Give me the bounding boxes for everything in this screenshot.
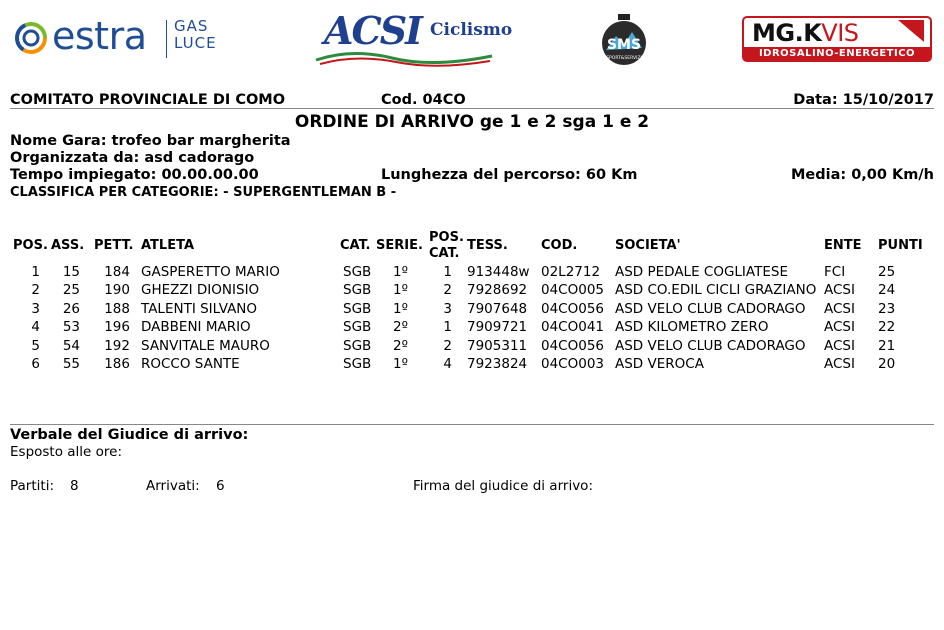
cell-tess: 7907648 (467, 300, 528, 317)
col-punti: PUNTI (878, 238, 923, 253)
acsi-ciclismo-label: Ciclismo (430, 20, 513, 40)
cell-atleta: ROCCO SANTE (141, 356, 240, 372)
cell-punti: 22 (878, 319, 896, 336)
cell-pos: 6 (31, 356, 40, 372)
cell-punti: 20 (878, 356, 896, 372)
cell-tess: 7905311 (467, 337, 528, 354)
sms-badge-icon (598, 14, 650, 66)
mgk-wordmark (752, 19, 859, 47)
estra-swirl-icon (14, 21, 48, 55)
cell-punti: 25 (878, 264, 896, 280)
cell-ente: FCI (824, 264, 846, 280)
cell-cat: SGB (343, 264, 372, 280)
cell-pos: 5 (31, 337, 40, 354)
cell-poscat: 2 (443, 282, 452, 299)
cell-punti: 21 (878, 337, 896, 354)
page-title: ORDINE DI ARRIVO ge 1 e 2 sga 1 e 2 (294, 112, 650, 132)
cell-poscat: 2 (443, 337, 452, 354)
col-cat: CAT. (340, 238, 371, 253)
cell-ass: 26 (62, 300, 80, 317)
cell-societa: ASD KILOMETRO ZERO (615, 319, 769, 336)
acsi-swoosh-icon (312, 46, 497, 68)
table-row (0, 264, 944, 282)
col-poscat-line2: CAT. (429, 246, 460, 261)
cell-cat: SGB (343, 356, 372, 372)
col-pos: POS. (13, 238, 48, 253)
cell-atleta: TALENTI SILVANO (141, 300, 258, 317)
sms-logo (598, 14, 650, 66)
estra-divider (166, 20, 167, 58)
cell-ass: 53 (62, 319, 80, 336)
cell-pos: 2 (31, 282, 40, 299)
mgk-word: MG.K (752, 19, 822, 47)
table-row (0, 356, 944, 374)
cell-cod: 04CO056 (541, 337, 604, 354)
cell-societa: ASD CO.EDIL CICLI GRAZIANO (615, 282, 817, 299)
cell-pett: 188 (104, 300, 130, 317)
cell-societa: ASD VELO CLUB CADORAGO (615, 300, 806, 317)
cell-atleta: SANVITALE MAURO (141, 337, 270, 354)
cell-poscat: 1 (443, 264, 452, 280)
col-serie: SERIE. (376, 238, 423, 253)
table-row (0, 282, 944, 300)
course-length: Lunghezza del percorso: 60 Km (381, 167, 638, 183)
cell-ass: 55 (62, 356, 80, 372)
cell-tess: 913448w (467, 264, 530, 280)
average-speed: Media: 0,00 Km/h (790, 167, 934, 183)
cell-pett: 184 (104, 264, 130, 280)
cell-pett: 190 (104, 282, 130, 299)
acsi-wordmark: ACSI (324, 8, 421, 53)
cell-tess: 7928692 (467, 282, 528, 299)
cell-ass: 15 (62, 264, 80, 280)
cell-cod: 04CO056 (541, 300, 604, 317)
estra-logo (14, 14, 224, 62)
sms-word: SMS (606, 37, 642, 53)
committee-name: COMITATO PROVINCIALE DI COMO (10, 92, 286, 108)
judge-signature-label: Firma del giudice di arrivo: (413, 478, 593, 494)
estra-luce-label: LUCE (174, 34, 217, 52)
exposed-time-label: Esposto alle ore: (10, 444, 123, 460)
started-value: 8 (70, 478, 79, 494)
table-row (0, 319, 944, 337)
cell-poscat: 4 (443, 356, 452, 372)
cell-atleta: GHEZZI DIONISIO (141, 282, 260, 299)
estra-gas-label: GAS (174, 17, 209, 35)
col-tess: TESS. (467, 238, 508, 253)
cell-cod: 04CO041 (541, 319, 604, 336)
cell-cat: SGB (343, 282, 372, 299)
cell-ente: ACSI (824, 337, 855, 354)
footer-rule (10, 424, 934, 425)
mgk-flag-icon (898, 20, 924, 42)
committee-code: Cod. 04CO (381, 92, 466, 108)
cell-punti: 23 (878, 300, 896, 317)
col-cod: COD. (541, 238, 578, 253)
cell-cod: 04CO005 (541, 282, 604, 299)
cell-serie: 1º (393, 356, 408, 372)
mgk-vis: VIS (821, 19, 859, 47)
cell-cod: 04CO003 (541, 356, 604, 372)
cell-tess: 7923824 (467, 356, 528, 372)
col-ente: ENTE (824, 238, 862, 253)
cell-atleta: DABBENI MARIO (141, 319, 251, 336)
cell-societa: ASD VEROCA (615, 356, 704, 372)
cell-ente: ACSI (824, 356, 855, 372)
cell-pos: 3 (31, 300, 40, 317)
cell-tess: 7909721 (467, 319, 528, 336)
estra-gas-luce (174, 18, 217, 52)
table-row (0, 301, 944, 319)
cell-pos: 4 (31, 319, 40, 336)
cell-serie: 1º (393, 282, 408, 299)
table-row (0, 338, 944, 356)
cell-ente: ACSI (824, 319, 855, 336)
arrived-label: Arrivati: (146, 478, 200, 494)
col-atleta: ATLETA (141, 238, 195, 253)
col-societa: SOCIETA' (615, 238, 681, 253)
cell-serie: 2º (393, 319, 408, 336)
mgk-logo (742, 16, 932, 62)
time-elapsed: Tempo impiegato: 00.00.00.00 (10, 167, 259, 183)
cell-serie: 2º (393, 337, 408, 354)
cell-serie: 1º (393, 264, 408, 280)
cell-poscat: 3 (443, 300, 452, 317)
organizer: Organizzata da: asd cadorago (10, 150, 255, 166)
col-pett: PETT. (94, 238, 134, 253)
cell-serie: 1º (393, 300, 408, 317)
judge-report-label: Verbale del Giudice di arrivo: (10, 427, 249, 443)
cell-societa: ASD VELO CLUB CADORAGO (615, 337, 806, 354)
estra-wordmark: estra (52, 14, 147, 58)
cell-poscat: 1 (443, 319, 452, 336)
cell-ass: 25 (62, 282, 80, 299)
cell-pett: 196 (104, 319, 130, 336)
cell-societa: ASD PEDALE COGLIATESE (615, 264, 788, 280)
mgk-subtitle: IDROSALINO-ENERGETICO (744, 47, 930, 60)
cell-pett: 192 (104, 337, 130, 354)
cell-cat: SGB (343, 300, 372, 317)
header-rule (10, 108, 934, 109)
race-name: Nome Gara: trofeo bar margherita (10, 133, 291, 149)
classification-label: CLASSIFICA PER CATEGORIE: - SUPERGENTLEMAN B - (10, 185, 397, 200)
cell-ente: ACSI (824, 282, 855, 299)
cell-cat: SGB (343, 337, 372, 354)
arrived-value: 6 (216, 478, 225, 494)
cell-pos: 1 (31, 264, 40, 280)
cell-punti: 24 (878, 282, 896, 299)
race-date: Data: 15/10/2017 (793, 92, 934, 108)
cell-ente: ACSI (824, 300, 855, 317)
started-label: Partiti: (10, 478, 54, 494)
col-ass: ASS. (51, 238, 85, 253)
cell-atleta: GASPERETTO MARIO (141, 264, 280, 280)
col-poscat-line1: POS. (429, 230, 464, 245)
acsi-logo (312, 8, 513, 68)
sms-sub: SPORT&SERVIZI (606, 56, 642, 61)
cell-ass: 54 (62, 337, 80, 354)
cell-cat: SGB (343, 319, 372, 336)
cell-pett: 186 (104, 356, 130, 372)
cell-cod: 02L2712 (541, 264, 601, 280)
